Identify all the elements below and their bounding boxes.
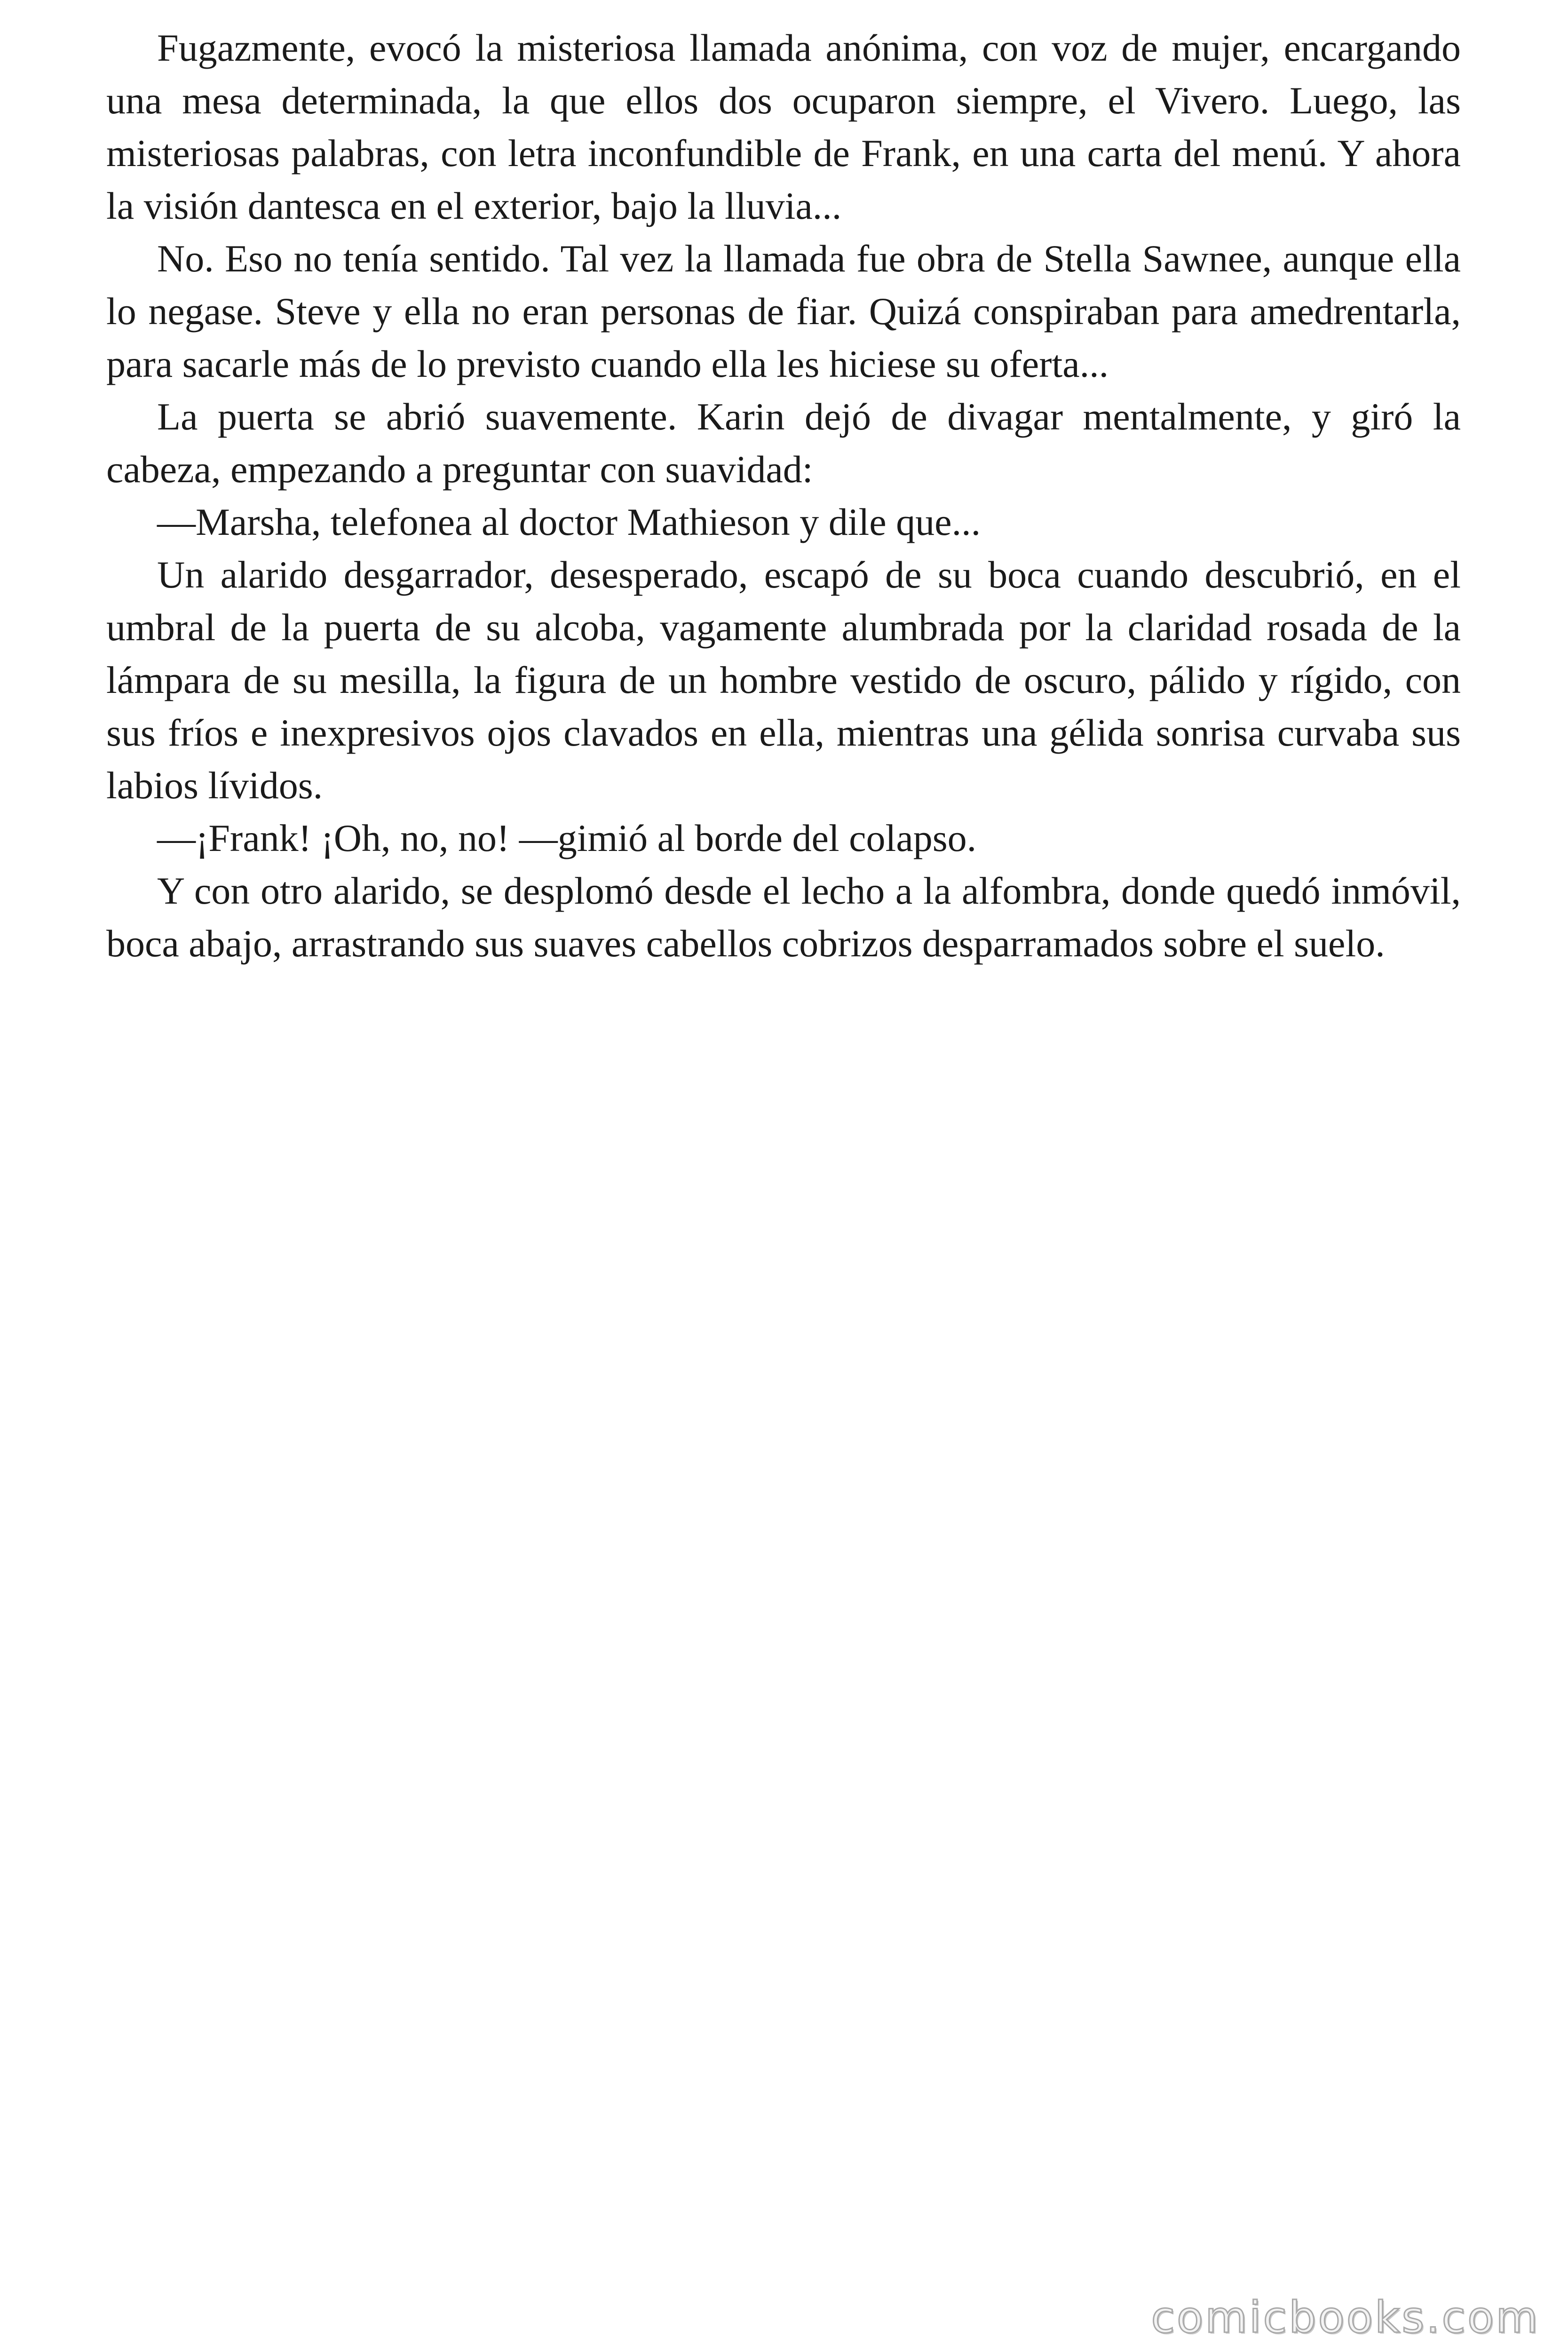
paragraph-5: Un alarido desgarrador, desesperado, escapó de su boca cuando descubrió, en el umbral de la puerta de su alcoba, vagamente alumbrada por la claridad rosada de la lámpara de su mesilla, la figura de un hombre vestido de oscuro, pálido y rígido, con sus fríos e inexpresivos ojos clavados en ella, mientras una gélida sonrisa curvaba sus labios lívidos.: [106, 553, 1461, 807]
paragraph-6-dialogue: —¡Frank! ¡Oh, no, no! —gimió al borde del colapso.: [157, 817, 977, 859]
paragraph-4-dialogue: —Marsha, telefonea al doctor Mathieson y dile que...: [157, 501, 981, 543]
paragraph-1: Fugazmente, evocó la misteriosa llamada anónima, con voz de mujer, encargando una mesa determinada, la que ellos dos ocuparon siempre, el Vivero. Luego, las misteriosas palabras, con letra inconfundible de Frank, en una carta del menú. Y ahora la visión dantesca en el exterior, bajo la lluvia...: [106, 26, 1461, 227]
paragraph-7: Y con otro alarido, se desplomó desde el lecho a la alfombra, donde quedó inmóvil, boca abajo, arrastrando sus suaves cabellos cobrizos desparramados sobre el suelo.: [106, 869, 1461, 965]
body-text: [106, 22, 1461, 970]
paragraph-3: La puerta se abrió suavemente. Karin dejó de divagar mentalmente, y giró la cabeza, empezando a preguntar con suavidad:: [106, 395, 1461, 491]
watermark-logo: comicbooks.com: [1151, 2292, 1540, 2343]
paragraph-2: No. Eso no tenía sentido. Tal vez la llamada fue obra de Stella Sawnee, aunque ella lo negase. Steve y ella no eran personas de fiar. Quizá conspiraban para amedrentarla, para sacarle más de lo previsto cuando ella les hiciese su oferta...: [106, 237, 1461, 385]
